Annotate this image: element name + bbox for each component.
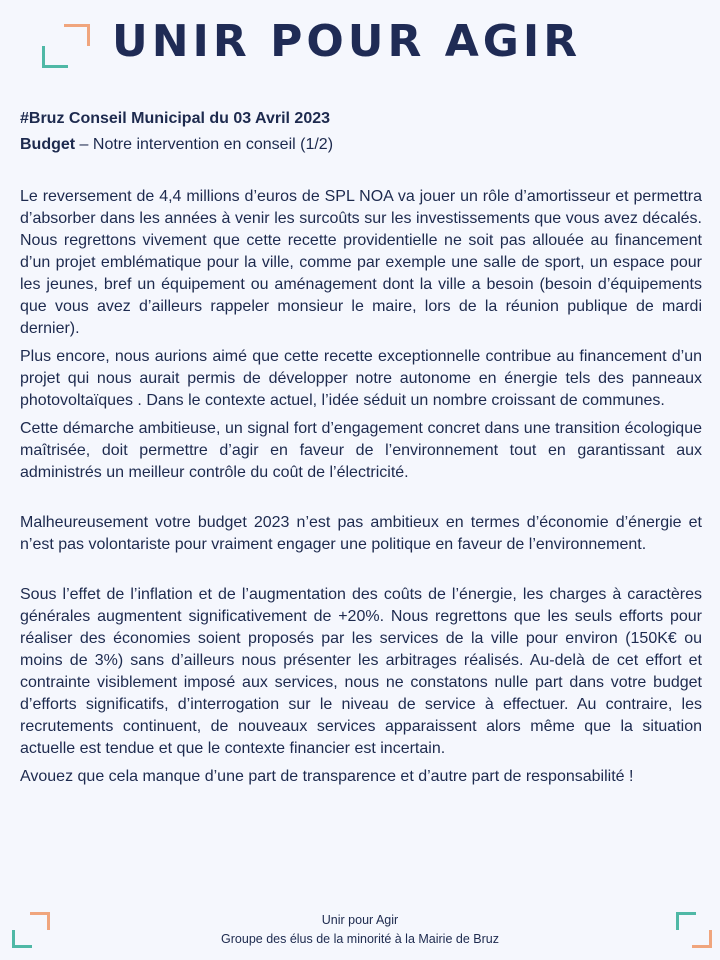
meeting-title: #Bruz Conseil Municipal du 03 Avril 2023	[20, 110, 331, 127]
footer-description: Groupe des élus de la minorité à la Mairie de Bruz	[221, 932, 499, 946]
paragraph: Plus encore, nous aurions aimé que cette recette exceptionnelle contribue au financement d’un projet qui nous aurait permis de développer notre autonome en énergie tels des panneaux photovoltaïques . Dans le contexte actuel, l’idée séduit un nombre croissant de communes.	[20, 348, 702, 409]
paragraph: Avouez que cela manque d’une part de transparence et d’autre part de responsabilité !	[20, 768, 634, 785]
footer	[0, 911, 720, 949]
paragraph: Malheureusement votre budget 2023 n’est pas ambitieux en termes d’économie d’énergie et n’est pas volontariste pour vraiment engager une politique en faveur de l’environnement.	[20, 514, 702, 553]
logo-orange-corner-vertical	[87, 24, 90, 46]
article-body	[20, 186, 702, 788]
subtitle-rest: – Notre intervention en conseil (1/2)	[75, 136, 334, 153]
paragraph: Le reversement de 4,4 millions d’euros de SPL NOA va jouer un rôle d’amortisseur et permettra d’absorber dans les années à venir les surcoûts sur les investissements que vous avez décalés. Nous regrettons vivement que cette recette providentielle ne soit pas allouée au financement d’un projet emblématique pour la ville, comme par exemple une salle de sport, un espace pour les jeunes, bref un équipement ou aménagement dont la ville a besoin (besoin d’équipements que vous avez d’ailleurs rappeler monsieur le maire, lors de la réunion publique de mardi dernier).	[20, 188, 702, 337]
paragraph: Sous l’effet de l’inflation et de l’augmentation des coûts de l’énergie, les charges à caractères générales augmentent significativement de +20%. Nous regrettons que les seuls efforts pour réaliser des économies soient proposés par les services de la ville pour environ (150K€ ou moins de 3%) sans d’ailleurs nous présenter les arbitrages réalisés. Au-delà de cet effort et contrainte visiblement imposé aux services, nous ne constatons nulle part dans votre budget d’efforts significatifs, d’interrogation sur le niveau de service à effectuer. Au contraire, les recrutements continuent, de nouveaux services apparaissent alors même que la situation actuelle est tendue et que le contexte financier est incertain.	[20, 586, 702, 757]
logo-teal-corner-vertical	[42, 46, 45, 68]
page-title: UNIR POUR AGIR	[112, 16, 582, 67]
article-subtitle	[20, 132, 710, 158]
logo-mark-top	[42, 24, 90, 68]
logo-teal-corner	[42, 65, 68, 68]
subtitle-bold: Budget	[20, 136, 76, 153]
paragraph: Cette démarche ambitieuse, un signal fort d’engagement concret dans une transition écologique maîtrisée, doit permettre d’agir en faveur de l’environnement tout en garantissant aux administrés un meilleur contrôle du coût de l’électricité.	[20, 420, 702, 481]
article-heading	[20, 106, 710, 158]
footer-group-name: Unir pour Agir	[321, 913, 399, 927]
